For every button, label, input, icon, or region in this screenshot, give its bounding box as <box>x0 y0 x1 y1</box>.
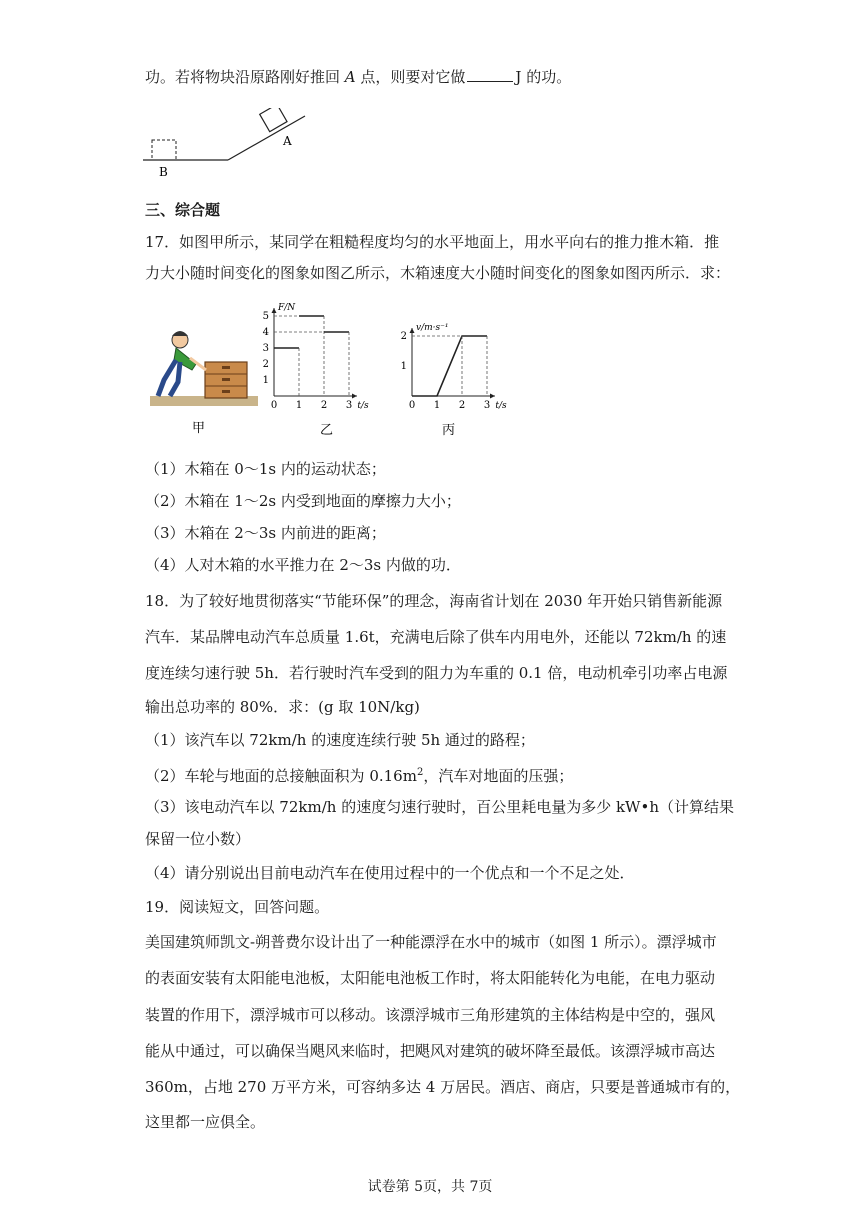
y-tick-label: 1 <box>400 361 407 372</box>
q19-para6: 这里都一应俱全。 <box>145 1113 266 1131</box>
page-footer: 试卷第 5页，共 7页 <box>367 1179 493 1195</box>
answer-blank[interactable] <box>467 67 513 82</box>
q18-line2: 汽车．某品牌电动汽车总质量 1.6t，充满电后除了供车内用电外，还能以 72km/h 的速 <box>145 628 727 646</box>
label-bing: 丙 <box>442 423 456 438</box>
q18-line1: 18．为了较好地贯彻落实“节能环保”的理念，海南省计划在 2030 年开始只销售新能源 <box>145 592 723 610</box>
x-tick-label: 1 <box>433 400 441 411</box>
q19-line1: 19．阅读短文，回答问题。 <box>145 898 330 916</box>
section-title: 三、综合题 <box>145 201 221 219</box>
y-tick-label: 5 <box>262 311 269 322</box>
x-tick-label: 0 <box>270 400 278 411</box>
velocity-line <box>412 336 487 396</box>
label-jia: 甲 <box>192 421 206 436</box>
q19-para4: 能从中通过，可以确保当飓风来临时，把飓风对建筑的破坏降至最低。该漂浮城市高达 <box>145 1042 716 1060</box>
label-yi: 乙 <box>320 423 334 438</box>
dashed-block-b <box>152 140 176 160</box>
x-tick-label: 1 <box>295 400 303 411</box>
x-tick-label: 0 <box>408 400 416 411</box>
y-axis-label: F/N <box>278 303 296 313</box>
q17-line1: 17．如图甲所示，某同学在粗糙程度均匀的水平地面上，用水平向右的推力推木箱．推 <box>145 233 720 251</box>
y-arrow <box>410 328 415 333</box>
x-tick-label: 2 <box>320 400 328 411</box>
x-tick-label: 2 <box>458 400 466 411</box>
y-tick-label: 2 <box>400 331 407 342</box>
figure-jia <box>150 320 260 440</box>
q19-para2: 的表面安装有太阳能电池板，太阳能电池板工作时，将太阳能转化为电能，在电力驱动 <box>145 969 716 987</box>
force-time-chart <box>262 300 380 440</box>
q16-continuation: 功。若将物块沿原路刚好推回 A 点，则要对它做 J 的功。 <box>145 68 572 86</box>
x-tick-label: 3 <box>483 400 491 411</box>
x-arrow <box>352 394 357 399</box>
y-tick-label: 1 <box>262 375 269 386</box>
q17-sub4: （4）人对木箱的水平推力在 2～3s 内做的功． <box>145 556 461 574</box>
q17-sub1: （1）木箱在 0～1s 内的运动状态； <box>145 460 386 478</box>
y-tick-label: 3 <box>262 343 269 354</box>
label-b: B <box>159 165 168 179</box>
q18-sub3-line2: 保留一位小数） <box>145 830 251 848</box>
q17-line2: 力大小随时间变化的图象如图乙所示，木箱速度大小随时间变化的图象如图丙所示．求： <box>145 264 731 282</box>
label-a: A <box>283 134 292 148</box>
x-tick-label: 3 <box>345 400 353 411</box>
q17-sub3: （3）木箱在 2～3s 内前进的距离； <box>145 524 386 542</box>
q18-line4: 输出总功率的 80%．求：(g 取 10N/kg) <box>145 698 420 716</box>
box-icon <box>205 362 247 398</box>
q18-sub2: （2）车轮与地面的总接触面积为 $0.16m^2$，汽车对地面的压强； <box>145 767 574 785</box>
x-axis-label: t/s <box>495 401 507 411</box>
x-axis-label: t/s <box>357 401 369 411</box>
q17-sub2: （2）木箱在 1～2s 内受到地面的摩擦力大小； <box>145 492 461 510</box>
slope-figure <box>140 108 310 180</box>
y-tick-label: 4 <box>262 327 269 338</box>
y-axis-label: v/m·s⁻¹ <box>416 323 449 333</box>
q18-sub3-line1: （3）该电动汽车以 72km/h 的速度匀速行驶时，百公里耗电量为多少 kW•h（计算结果 <box>145 798 734 816</box>
y-tick-label: 2 <box>262 359 269 370</box>
q18-sub1: （1）该汽车以 72km/h 的速度连续行驶 5h 通过的路程； <box>145 731 535 749</box>
q18-sub4: （4）请分别说出目前电动汽车在使用过程中的一个优点和一个不足之处． <box>145 864 635 882</box>
velocity-time-chart <box>398 300 520 440</box>
q19-para5: 360m，占地 270 万平方米，可容纳多达 4 万居民。酒店、商店，只要是普通城市有的， <box>145 1078 741 1096</box>
q19-para1: 美国建筑师凯文-朔普费尔设计出了一种能漂浮在水中的城市（如图 1 所示）。漂浮城市 <box>145 933 717 951</box>
x-arrow <box>490 394 495 399</box>
person-icon <box>158 331 206 396</box>
q18-line3: 度连续匀速行驶 5h．若行驶时汽车受到的阻力为车重的 0.1 倍，电动机牵引功率占电源 <box>145 664 728 682</box>
y-arrow <box>272 308 277 313</box>
q19-para3: 装置的作用下，漂浮城市可以移动。该漂浮城市三角形建筑的主体结构是中空的，强风 <box>145 1006 716 1024</box>
